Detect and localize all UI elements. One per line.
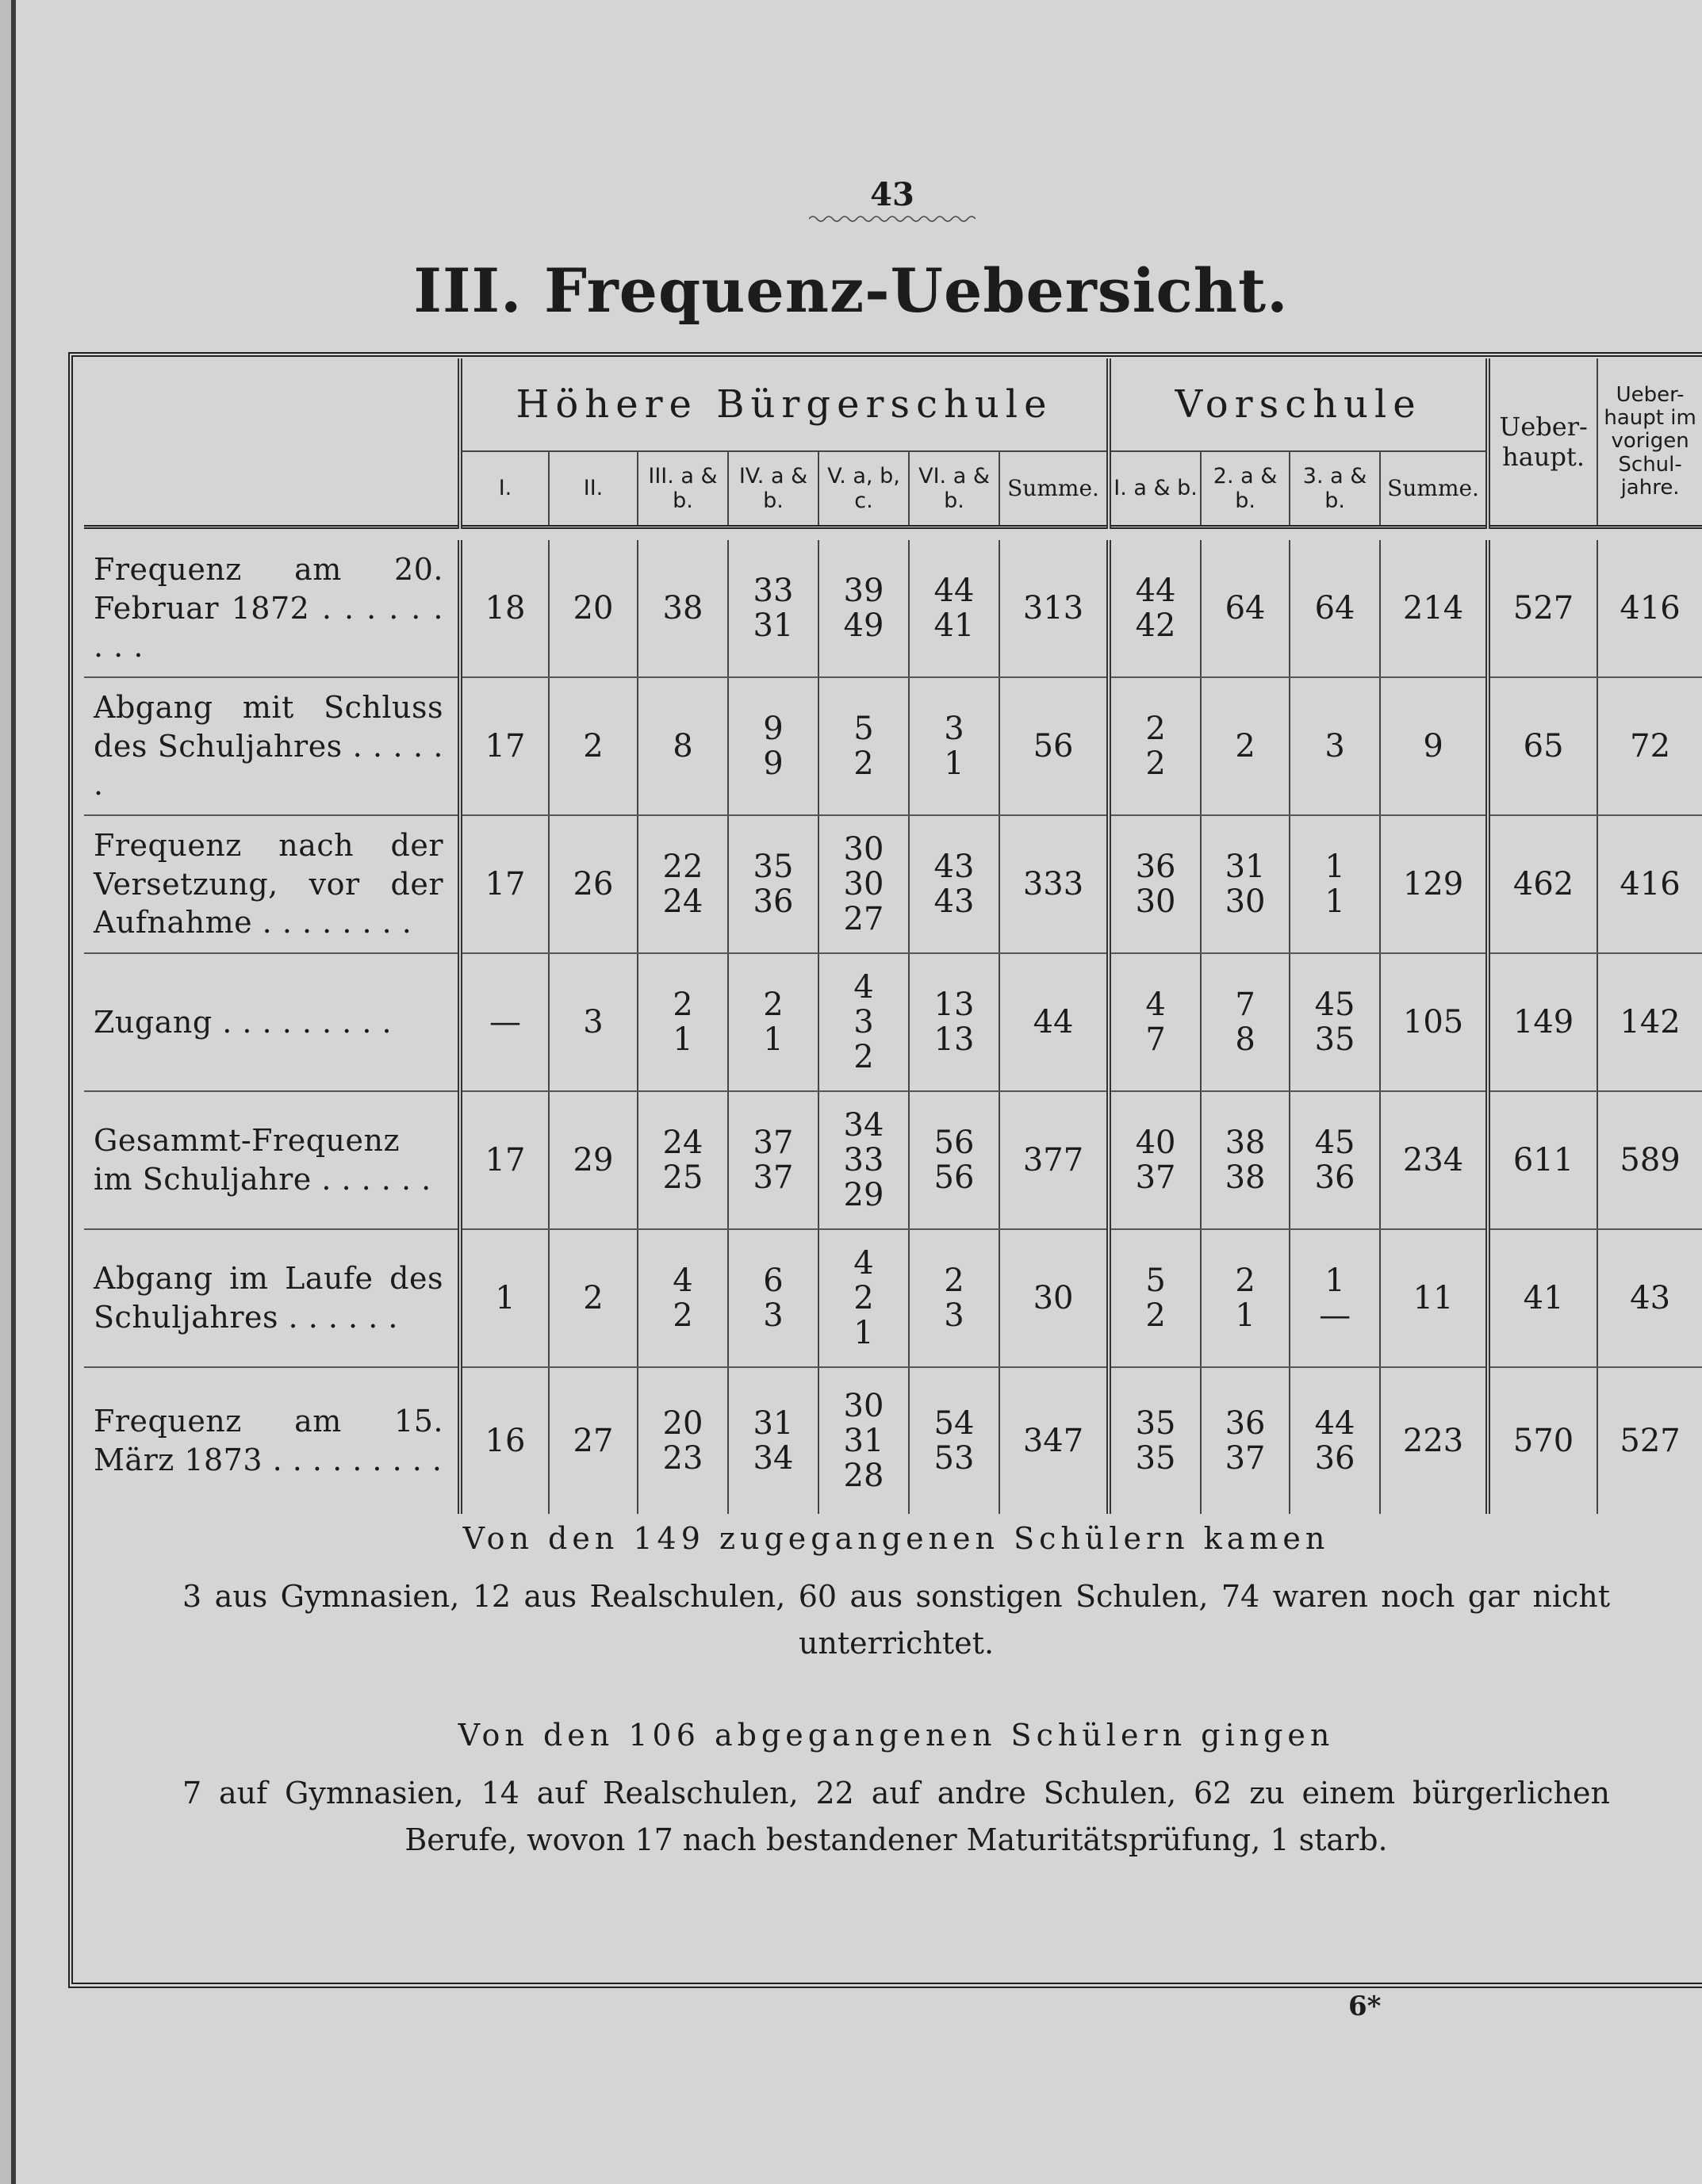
table-cell: 54 53	[909, 1367, 999, 1514]
row-label: Frequenz am 20. Februar 1872 . . . . . . . . .	[84, 540, 460, 677]
table-cell: 17	[460, 1091, 549, 1229]
table-cell: 313	[999, 540, 1109, 677]
table-cell: 333	[999, 815, 1109, 953]
header-voriges-jahr: Ueber-haupt im vorigen Schul-jahre.	[1597, 358, 1702, 527]
table-cell: 611	[1488, 1091, 1597, 1229]
table-cell: 2	[1201, 677, 1290, 815]
table-cell: 30 31 28	[818, 1367, 909, 1514]
page-number: 43	[870, 176, 914, 213]
table-cell: 41	[1488, 1229, 1597, 1367]
table-cell: 1	[460, 1229, 549, 1367]
row-label: Abgang im Laufe des Schuljahres . . . . . .	[84, 1229, 460, 1367]
group-header-vorschule: Vorschule	[1109, 358, 1488, 451]
table-cell: 4 3 2	[818, 953, 909, 1091]
table-cell: 3 1	[909, 677, 999, 815]
table-cell: 4 7	[1109, 953, 1201, 1091]
subheader: 2. a & b.	[1201, 451, 1290, 527]
table-cell: 2 1	[1201, 1229, 1290, 1367]
table-cell: 1 —	[1290, 1229, 1380, 1367]
table-cell: 462	[1488, 815, 1597, 953]
outgoing-detail: 7 auf Gymnasien, 14 auf Realschulen, 22 auf andre Schulen, 62 zu einem bürgerlichen Berufe, wovon 17 nach bestandener Maturitätsprüfung, 1 starb.	[182, 1776, 1610, 1857]
subheader: III. a & b.	[638, 451, 728, 527]
table-cell: 3	[549, 953, 638, 1091]
table-cell: 2 1	[728, 953, 818, 1091]
table-cell: 149	[1488, 953, 1597, 1091]
table-cell: 43 43	[909, 815, 999, 953]
incoming-intro: Von den 149 zugegangenen Schülern kamen	[462, 1521, 1330, 1556]
table-cell: 8	[638, 677, 728, 815]
table-row	[84, 953, 1702, 1091]
table-cell: 416	[1597, 540, 1702, 677]
subheader: I.	[460, 451, 549, 527]
table-cell: 43	[1597, 1229, 1702, 1367]
table-cell: 29	[549, 1091, 638, 1229]
table-cell: 142	[1597, 953, 1702, 1091]
subheader: IV. a & b.	[728, 451, 818, 527]
table-cell: 44 36	[1290, 1367, 1380, 1514]
table-row	[84, 540, 1702, 677]
table-cell: 105	[1380, 953, 1488, 1091]
table-cell: 7 8	[1201, 953, 1290, 1091]
table-cell: 64	[1290, 540, 1380, 677]
row-label: Frequenz am 15. März 1873 . . . . . . . . .	[94, 1404, 443, 1477]
table-cell: 37 37	[728, 1091, 818, 1229]
table-cell: 17	[460, 815, 549, 953]
table-cell: 589	[1597, 1091, 1702, 1229]
row-label: Zugang . . . . . . . . .	[84, 953, 460, 1091]
table-cell: 2	[549, 1229, 638, 1367]
table-cell: 34 33 29	[818, 1091, 909, 1229]
table-cell: 40 37	[1109, 1091, 1201, 1229]
table-cell: 31 30	[1201, 815, 1290, 953]
page-edge	[11, 0, 16, 2184]
table-cell: 30 30 27	[818, 815, 909, 953]
table-cell: 9 9	[728, 677, 818, 815]
table-cell: 2 3	[909, 1229, 999, 1367]
table-cell: 35 35	[1109, 1367, 1201, 1514]
subheader: II.	[549, 451, 638, 527]
table-cell: 1 1	[1290, 815, 1380, 953]
ornament-squiggle	[809, 213, 976, 224]
table-cell: 45 35	[1290, 953, 1380, 1091]
header-ueberhaupt: Ueber-haupt.	[1488, 358, 1597, 527]
group-header-hoehere: Höhere Bürgerschule	[460, 358, 1109, 451]
table-cell: 56 56	[909, 1091, 999, 1229]
table-cell: 35 36	[728, 815, 818, 953]
table-cell: 44	[999, 953, 1109, 1091]
row-label: Frequenz nach der Versetzung, vor der Aufnahme . . . . . . . .	[84, 815, 460, 953]
row-label: Abgang mit Schluss des Schuljahres . . . . . .	[84, 677, 460, 815]
table-cell: 347	[999, 1367, 1109, 1514]
table-row	[84, 677, 1702, 815]
table-cell: 20	[549, 540, 638, 677]
table-cell: 39 49	[818, 540, 909, 677]
table-cell: 16	[460, 1367, 549, 1514]
frequency-table	[84, 358, 1702, 1514]
label-column-header	[84, 358, 460, 527]
table-cell: 18	[460, 540, 549, 677]
table-cell: 527	[1488, 540, 1597, 677]
table-cell: 30	[999, 1229, 1109, 1367]
table-cell: 2	[549, 677, 638, 815]
table-cell: 27	[549, 1367, 638, 1514]
table-cell: 22 24	[638, 815, 728, 953]
table-cell: 2 1	[638, 953, 728, 1091]
table-cell: 5 2	[1109, 1229, 1201, 1367]
table-cell: 17	[460, 677, 549, 815]
table-cell: 64	[1201, 540, 1290, 677]
notes-outgoing	[182, 1718, 1610, 1864]
table-cell: 234	[1380, 1091, 1488, 1229]
table-cell: 5 2	[818, 677, 909, 815]
table-cell: 44 42	[1109, 540, 1201, 677]
table-cell: 38 38	[1201, 1091, 1290, 1229]
table-cell: 214	[1380, 540, 1488, 677]
table-cell: 56	[999, 677, 1109, 815]
table-cell: —	[460, 953, 549, 1091]
table-cell: 416	[1597, 815, 1702, 953]
subheader: Summe.	[1380, 451, 1488, 527]
table-row	[84, 815, 1702, 953]
table-cell: 11	[1380, 1229, 1488, 1367]
table-cell: 129	[1380, 815, 1488, 953]
table-row	[84, 1091, 1702, 1229]
incoming-detail: 3 aus Gymnasien, 12 aus Realschulen, 60 aus sonstigen Schulen, 74 waren noch gar nicht unterrichtet.	[182, 1579, 1610, 1661]
table-cell: 65	[1488, 677, 1597, 815]
subheader: 3. a & b.	[1290, 451, 1380, 527]
page-shadow	[0, 0, 11, 2184]
subheader: I. a & b.	[1109, 451, 1201, 527]
signature-mark: 6*	[1348, 1991, 1382, 2022]
table-cell: 570	[1488, 1367, 1597, 1514]
table-row	[84, 1229, 1702, 1367]
table-cell: 6 3	[728, 1229, 818, 1367]
notes-incoming	[182, 1521, 1610, 1667]
table-cell: 9	[1380, 677, 1488, 815]
outgoing-intro: Von den 106 abgegangenen Schülern gingen	[458, 1718, 1335, 1753]
table-cell: 377	[999, 1091, 1109, 1229]
table-cell: 4 2	[638, 1229, 728, 1367]
table-cell: 20 23	[638, 1367, 728, 1514]
page-title: III. Frequenz-Uebersicht.	[413, 255, 1289, 326]
table-cell: 45 36	[1290, 1091, 1380, 1229]
table-cell: 527	[1597, 1367, 1702, 1514]
table-cell: 24 25	[638, 1091, 728, 1229]
table-cell: 33 31	[728, 540, 818, 677]
table-cell: 36 30	[1109, 815, 1201, 953]
table-cell: 223	[1380, 1367, 1488, 1514]
subheader: Summe.	[999, 451, 1109, 527]
table-cell: 13 13	[909, 953, 999, 1091]
row-label: Gesammt-Frequenz im Schuljahre . . . . . .	[84, 1091, 460, 1229]
table-cell: 38	[638, 540, 728, 677]
table-cell: 44 41	[909, 540, 999, 677]
table-cell: 4 2 1	[818, 1229, 909, 1367]
table-cell: 3	[1290, 677, 1380, 815]
table-cell: 26	[549, 815, 638, 953]
table-cell: 2 2	[1109, 677, 1201, 815]
subheader: V. a, b, c.	[818, 451, 909, 527]
table-cell: 36 37	[1201, 1367, 1290, 1514]
table-cell: 72	[1597, 677, 1702, 815]
table-cell: 31 34	[728, 1367, 818, 1514]
table-row	[84, 1367, 1702, 1514]
subheader: VI. a & b.	[909, 451, 999, 527]
